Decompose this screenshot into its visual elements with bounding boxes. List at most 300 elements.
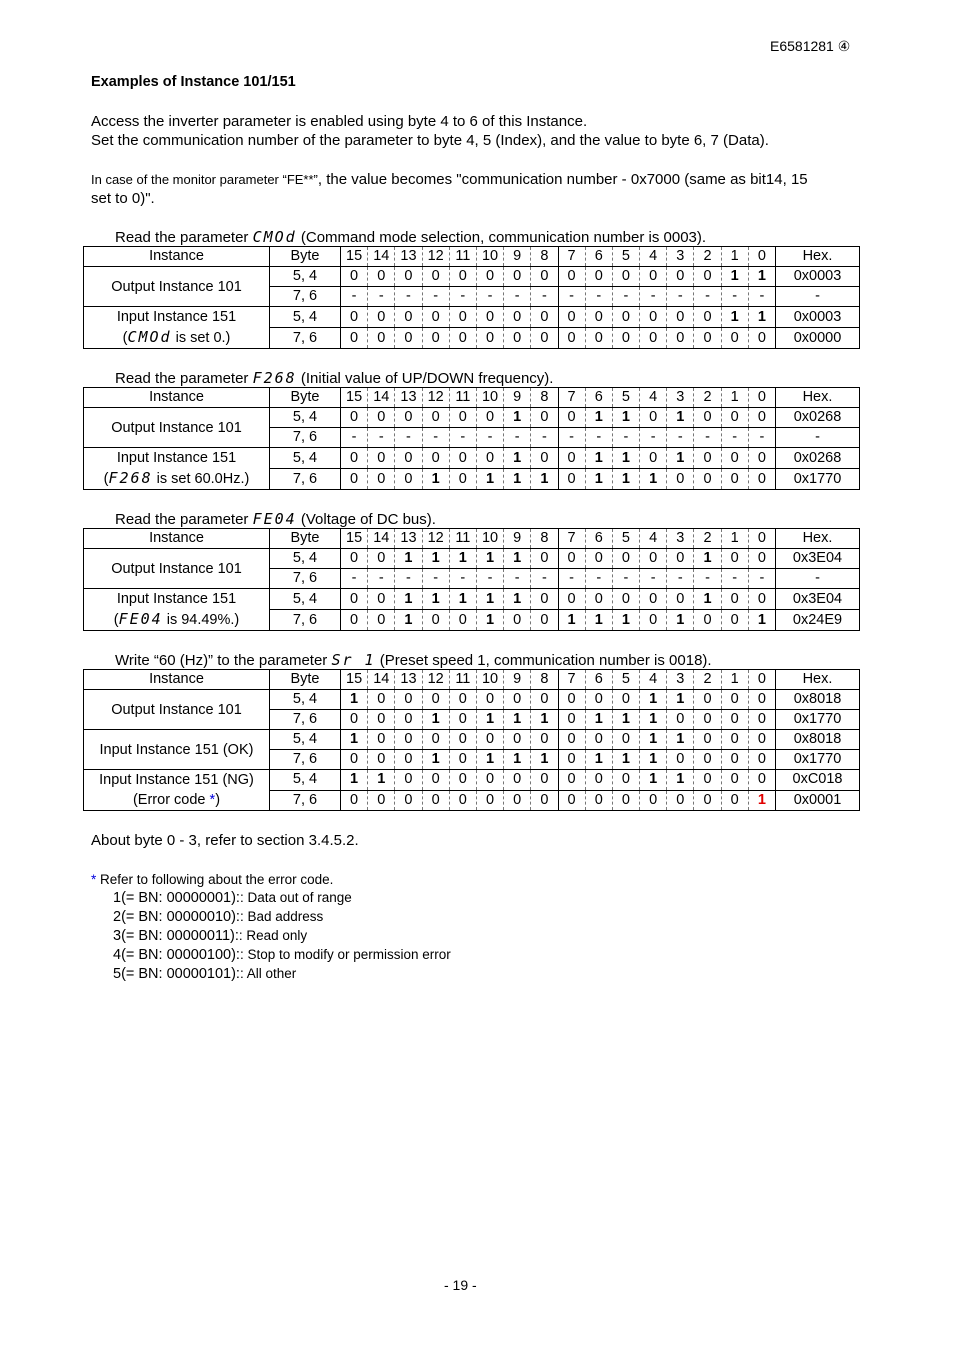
bit-cell-13: 0 bbox=[395, 267, 422, 287]
hex-value: - bbox=[776, 287, 860, 307]
bit-cell-9: 0 bbox=[504, 770, 531, 791]
hex-value: 0x0268 bbox=[776, 408, 860, 428]
bit-cell-2: - bbox=[694, 287, 721, 307]
bit-cell-1: - bbox=[721, 287, 748, 307]
error-code-description: : Read only bbox=[238, 928, 308, 943]
header-bit-11: 11 bbox=[449, 529, 476, 549]
instance-label bbox=[84, 589, 270, 631]
page-number: - 19 - bbox=[444, 1277, 477, 1293]
header-bit-3: 3 bbox=[667, 529, 694, 549]
bit-cell-9: 1 bbox=[504, 469, 531, 490]
bit-cell-10: 1 bbox=[476, 710, 503, 730]
parameter-display: FE04 bbox=[118, 610, 163, 628]
header-bit-8: 8 bbox=[531, 247, 558, 267]
bit-cell-1: 0 bbox=[721, 408, 748, 428]
bit-cell-4: 0 bbox=[640, 549, 667, 569]
header-bit-8: 8 bbox=[531, 670, 558, 690]
bit-cell-8: - bbox=[531, 287, 558, 307]
hex-value: 0xC018 bbox=[776, 770, 860, 791]
header-bit-12: 12 bbox=[422, 388, 449, 408]
bit-cell-11: 0 bbox=[449, 790, 476, 811]
header-bit-2: 2 bbox=[694, 670, 721, 690]
bit-cell-13: - bbox=[395, 287, 422, 307]
bit-cell-12: 1 bbox=[422, 549, 449, 569]
bit-cell-9: - bbox=[504, 287, 531, 307]
header-bit-4: 4 bbox=[640, 670, 667, 690]
bit-cell-5: 0 bbox=[612, 690, 639, 710]
bit-cell-8: 0 bbox=[531, 610, 558, 631]
bit-cell-7: 0 bbox=[558, 448, 585, 469]
bit-cell-10: 0 bbox=[476, 448, 503, 469]
bit-cell-13: 0 bbox=[395, 307, 422, 328]
bit-cell-14: - bbox=[368, 569, 395, 589]
label-text: ( bbox=[113, 612, 119, 628]
header-bit-1: 1 bbox=[721, 670, 748, 690]
instance-label-line: Input Instance 151 bbox=[116, 450, 237, 466]
label-text: ( bbox=[122, 330, 128, 346]
bit-cell-4: 0 bbox=[640, 328, 667, 349]
bit-cell-11: - bbox=[449, 569, 476, 589]
instance-label-line: Output Instance 101 bbox=[111, 701, 242, 718]
monitor-note-line-1 bbox=[91, 171, 808, 188]
caption-suffix: (Preset speed 1, communication number is 0018). bbox=[375, 652, 712, 669]
header-bit-3: 3 bbox=[667, 670, 694, 690]
instance-label-line: Output Instance 101 bbox=[111, 419, 242, 436]
bit-cell-6: 0 bbox=[585, 267, 612, 287]
header-bit-1: 1 bbox=[721, 529, 748, 549]
bit-cell-1: 0 bbox=[721, 589, 748, 610]
bit-cell-0: 0 bbox=[748, 408, 775, 428]
header-bit-13: 13 bbox=[395, 388, 422, 408]
table-row bbox=[84, 408, 860, 428]
bit-cell-0: 0 bbox=[748, 448, 775, 469]
parameter-display: F268 bbox=[252, 369, 297, 387]
bit-cell-3: 0 bbox=[667, 469, 694, 490]
bit-cell-7: 0 bbox=[558, 690, 585, 710]
instance-label bbox=[84, 690, 270, 730]
header-instance: Instance bbox=[84, 529, 270, 549]
bit-cell-8: 1 bbox=[531, 750, 558, 770]
byte-index: 7, 6 bbox=[270, 710, 341, 730]
bit-cell-3: 0 bbox=[667, 328, 694, 349]
header-byte: Byte bbox=[270, 670, 341, 690]
bit-cell-6: 0 bbox=[585, 307, 612, 328]
bit-cell-13: 0 bbox=[395, 328, 422, 349]
header-bit-4: 4 bbox=[640, 388, 667, 408]
bit-cell-15: - bbox=[341, 569, 368, 589]
bit-cell-2: 0 bbox=[694, 690, 721, 710]
table-row bbox=[84, 448, 860, 469]
bit-cell-9: 0 bbox=[504, 790, 531, 811]
parameter-display: FE04 bbox=[252, 510, 297, 528]
bit-cell-15: 0 bbox=[341, 328, 368, 349]
header-bit-15: 15 bbox=[341, 388, 368, 408]
header-bit-0: 0 bbox=[748, 388, 775, 408]
bit-cell-2: 0 bbox=[694, 307, 721, 328]
bit-cell-7: 1 bbox=[558, 610, 585, 631]
bit-cell-14: 0 bbox=[368, 690, 395, 710]
byte-index: 7, 6 bbox=[270, 328, 341, 349]
error-code-item bbox=[113, 947, 451, 963]
bit-cell-6: - bbox=[585, 569, 612, 589]
bit-cell-3: 0 bbox=[667, 710, 694, 730]
bit-cell-10: 0 bbox=[476, 790, 503, 811]
bit-cell-5: 1 bbox=[612, 750, 639, 770]
parameter-display: F268 bbox=[108, 469, 153, 487]
table-caption bbox=[115, 510, 436, 528]
bit-cell-12: 0 bbox=[422, 790, 449, 811]
bit-cell-4: - bbox=[640, 287, 667, 307]
bit-cell-12: 0 bbox=[422, 328, 449, 349]
bit-cell-2: 0 bbox=[694, 730, 721, 750]
bit-cell-14: 0 bbox=[368, 307, 395, 328]
error-code-description: : All other bbox=[239, 966, 297, 981]
instance-label bbox=[84, 267, 270, 307]
header-instance: Instance bbox=[84, 388, 270, 408]
bit-cell-0: - bbox=[748, 428, 775, 448]
byte-index: 7, 6 bbox=[270, 287, 341, 307]
bit-cell-13: 1 bbox=[395, 610, 422, 631]
bit-cell-11: 0 bbox=[449, 448, 476, 469]
error-code-description: : Data out of range bbox=[239, 890, 352, 905]
bit-cell-3: 1 bbox=[667, 770, 694, 791]
error-code-description: : Bad address bbox=[239, 909, 324, 924]
bit-cell-15: 1 bbox=[341, 690, 368, 710]
bit-cell-6: 1 bbox=[585, 448, 612, 469]
header-bit-3: 3 bbox=[667, 388, 694, 408]
bit-cell-14: 0 bbox=[368, 267, 395, 287]
bit-cell-3: 1 bbox=[667, 730, 694, 750]
bit-cell-14: 0 bbox=[368, 710, 395, 730]
bit-cell-12: 1 bbox=[422, 710, 449, 730]
bit-cell-1: 0 bbox=[721, 710, 748, 730]
bit-cell-2: 0 bbox=[694, 448, 721, 469]
bit-cell-11: 0 bbox=[449, 690, 476, 710]
instance-label bbox=[84, 730, 270, 770]
header-bit-6: 6 bbox=[585, 670, 612, 690]
bit-cell-3: 0 bbox=[667, 750, 694, 770]
bit-cell-11: 0 bbox=[449, 710, 476, 730]
hex-value: 0x0268 bbox=[776, 448, 860, 469]
header-bit-4: 4 bbox=[640, 529, 667, 549]
hex-value: 0x3E04 bbox=[776, 549, 860, 569]
hex-value: 0x8018 bbox=[776, 730, 860, 750]
header-bit-2: 2 bbox=[694, 247, 721, 267]
bit-cell-2: 1 bbox=[694, 589, 721, 610]
header-bit-2: 2 bbox=[694, 388, 721, 408]
section-heading: Examples of Instance 101/151 bbox=[91, 74, 296, 90]
bit-cell-10: 1 bbox=[476, 549, 503, 569]
bit-cell-15: 1 bbox=[341, 770, 368, 791]
byte-index: 5, 4 bbox=[270, 267, 341, 287]
instance-label bbox=[84, 770, 270, 811]
bit-cell-9: 1 bbox=[504, 549, 531, 569]
bit-cell-6: 1 bbox=[585, 710, 612, 730]
bit-cell-6: 0 bbox=[585, 790, 612, 811]
header-bit-0: 0 bbox=[748, 529, 775, 549]
bit-cell-13: 0 bbox=[395, 448, 422, 469]
bit-cell-0: 0 bbox=[748, 750, 775, 770]
bit-cell-1: 0 bbox=[721, 610, 748, 631]
bit-cell-15: 0 bbox=[341, 610, 368, 631]
bit-cell-14: - bbox=[368, 287, 395, 307]
byte-index: 7, 6 bbox=[270, 790, 341, 811]
bit-cell-4: 0 bbox=[640, 448, 667, 469]
header-bit-14: 14 bbox=[368, 388, 395, 408]
bit-cell-11: 0 bbox=[449, 770, 476, 791]
bit-cell-8: 0 bbox=[531, 589, 558, 610]
bit-cell-9: 0 bbox=[504, 610, 531, 631]
bit-cell-10: 1 bbox=[476, 469, 503, 490]
bit-cell-5: 1 bbox=[612, 610, 639, 631]
bit-cell-14: 1 bbox=[368, 770, 395, 791]
bit-cell-14: 0 bbox=[368, 448, 395, 469]
asterisk: * bbox=[209, 792, 216, 808]
byte-index: 5, 4 bbox=[270, 307, 341, 328]
caption-prefix: Read the parameter bbox=[115, 370, 253, 387]
bit-cell-3: 0 bbox=[667, 307, 694, 328]
bit-cell-2: 0 bbox=[694, 750, 721, 770]
byte-index: 5, 4 bbox=[270, 408, 341, 428]
header-bit-12: 12 bbox=[422, 247, 449, 267]
bit-cell-12: 0 bbox=[422, 730, 449, 750]
bit-cell-10: 0 bbox=[476, 267, 503, 287]
bit-cell-0: 0 bbox=[748, 730, 775, 750]
instance-label-line: Output Instance 101 bbox=[111, 560, 242, 577]
register-table bbox=[83, 246, 860, 349]
header-bit-15: 15 bbox=[341, 247, 368, 267]
bit-cell-14: 0 bbox=[368, 408, 395, 428]
header-bit-7: 7 bbox=[558, 388, 585, 408]
byte-index: 7, 6 bbox=[270, 469, 341, 490]
bit-cell-11: 0 bbox=[449, 730, 476, 750]
header-bit-10: 10 bbox=[476, 388, 503, 408]
bit-cell-13: 0 bbox=[395, 730, 422, 750]
label-text: is set 60.0Hz.) bbox=[152, 471, 250, 487]
bit-cell-8: 0 bbox=[531, 448, 558, 469]
bit-cell-12: - bbox=[422, 287, 449, 307]
bit-cell-4: 0 bbox=[640, 589, 667, 610]
header-bit-7: 7 bbox=[558, 247, 585, 267]
bit-cell-15: 0 bbox=[341, 469, 368, 490]
bit-cell-12: 1 bbox=[422, 469, 449, 490]
label-text: is 94.49%.) bbox=[162, 612, 240, 628]
bit-cell-5: 0 bbox=[612, 790, 639, 811]
table-caption bbox=[115, 369, 553, 387]
error-code-number: 3(= BN: 00000011): bbox=[113, 928, 239, 944]
bit-cell-15: 0 bbox=[341, 710, 368, 730]
bit-cell-9: 1 bbox=[504, 448, 531, 469]
bit-cell-15: 0 bbox=[341, 589, 368, 610]
header-bit-4: 4 bbox=[640, 247, 667, 267]
error-code-number: 1(= BN: 00000001): bbox=[113, 890, 240, 906]
header-hex: Hex. bbox=[776, 529, 860, 549]
bit-cell-5: - bbox=[612, 287, 639, 307]
bit-cell-6: - bbox=[585, 428, 612, 448]
error-code-number: 2(= BN: 00000010): bbox=[113, 909, 240, 925]
header-bit-6: 6 bbox=[585, 529, 612, 549]
bit-cell-6: 1 bbox=[585, 750, 612, 770]
bit-cell-4: 1 bbox=[640, 750, 667, 770]
bit-cell-2: - bbox=[694, 569, 721, 589]
hex-value: 0x24E9 bbox=[776, 610, 860, 631]
header-bit-14: 14 bbox=[368, 670, 395, 690]
bit-cell-12: 0 bbox=[422, 610, 449, 631]
hex-value: 0x3E04 bbox=[776, 589, 860, 610]
bit-cell-1: 0 bbox=[721, 770, 748, 791]
bit-cell-7: 0 bbox=[558, 710, 585, 730]
register-table bbox=[83, 669, 860, 811]
bit-cell-3: 1 bbox=[667, 408, 694, 428]
bit-cell-0: 0 bbox=[748, 589, 775, 610]
bit-cell-5: 1 bbox=[612, 710, 639, 730]
header-bit-13: 13 bbox=[395, 670, 422, 690]
about-bytes-note: About byte 0 - 3, refer to section 3.4.5.2. bbox=[91, 832, 359, 849]
bit-cell-15: 0 bbox=[341, 267, 368, 287]
header-bit-5: 5 bbox=[612, 670, 639, 690]
bit-cell-0: 0 bbox=[748, 469, 775, 490]
bit-cell-10: 1 bbox=[476, 589, 503, 610]
header-bit-10: 10 bbox=[476, 670, 503, 690]
bit-cell-7: - bbox=[558, 569, 585, 589]
bit-cell-5: - bbox=[612, 428, 639, 448]
bit-cell-11: 0 bbox=[449, 267, 476, 287]
label-text: is set 0.) bbox=[171, 330, 231, 346]
bit-cell-9: 0 bbox=[504, 690, 531, 710]
bit-cell-13: 0 bbox=[395, 408, 422, 428]
table-header-row bbox=[84, 247, 860, 267]
table-caption bbox=[115, 651, 712, 669]
hex-value: 0x0003 bbox=[776, 307, 860, 328]
bit-cell-2: 0 bbox=[694, 710, 721, 730]
bit-cell-11: - bbox=[449, 287, 476, 307]
bit-cell-13: 0 bbox=[395, 750, 422, 770]
bit-cell-5: 0 bbox=[612, 770, 639, 791]
instance-label bbox=[84, 307, 270, 349]
bit-cell-7: 0 bbox=[558, 307, 585, 328]
bit-cell-15: 0 bbox=[341, 750, 368, 770]
bit-cell-7: - bbox=[558, 287, 585, 307]
bit-cell-3: - bbox=[667, 287, 694, 307]
bit-cell-15: 0 bbox=[341, 790, 368, 811]
bit-cell-10: 1 bbox=[476, 750, 503, 770]
header-bit-7: 7 bbox=[558, 670, 585, 690]
bit-cell-7: 0 bbox=[558, 750, 585, 770]
table-row bbox=[84, 730, 860, 750]
header-hex: Hex. bbox=[776, 670, 860, 690]
bit-cell-10: 0 bbox=[476, 690, 503, 710]
bit-cell-12: 0 bbox=[422, 690, 449, 710]
bit-cell-6: 0 bbox=[585, 549, 612, 569]
bit-cell-15: 0 bbox=[341, 408, 368, 428]
intro-line-2: Set the communication number of the parameter to byte 4, 5 (Index), and the value to byte 6, 7 (Data). bbox=[91, 132, 769, 149]
bit-cell-6: 1 bbox=[585, 408, 612, 428]
intro-line-1: Access the inverter parameter is enabled using byte 4 to 6 of this Instance. bbox=[91, 113, 588, 130]
header-bit-10: 10 bbox=[476, 529, 503, 549]
bit-cell-5: - bbox=[612, 569, 639, 589]
document-id: E6581281 ④ bbox=[770, 38, 851, 54]
bit-cell-0: 0 bbox=[748, 549, 775, 569]
bit-cell-0: 0 bbox=[748, 328, 775, 349]
bit-cell-2: 0 bbox=[694, 469, 721, 490]
bit-cell-2: 0 bbox=[694, 267, 721, 287]
bit-cell-13: - bbox=[395, 569, 422, 589]
bit-cell-8: 0 bbox=[531, 328, 558, 349]
table-row bbox=[84, 307, 860, 328]
bit-cell-3: 0 bbox=[667, 549, 694, 569]
header-bit-7: 7 bbox=[558, 529, 585, 549]
bit-cell-4: 1 bbox=[640, 730, 667, 750]
bit-cell-14: 0 bbox=[368, 730, 395, 750]
error-code-item bbox=[113, 928, 307, 944]
bit-cell-5: 1 bbox=[612, 408, 639, 428]
bit-cell-12: 0 bbox=[422, 408, 449, 428]
bit-cell-7: 0 bbox=[558, 408, 585, 428]
hex-value: 0x0003 bbox=[776, 267, 860, 287]
error-code-number: 5(= BN: 00000101): bbox=[113, 966, 240, 982]
instance-label-line bbox=[84, 327, 269, 348]
bit-cell-12: 0 bbox=[422, 307, 449, 328]
bit-cell-14: 0 bbox=[368, 549, 395, 569]
bit-cell-8: 0 bbox=[531, 549, 558, 569]
label-text: (Error code bbox=[132, 792, 210, 808]
byte-index: 5, 4 bbox=[270, 448, 341, 469]
bit-cell-8: 1 bbox=[531, 710, 558, 730]
bit-cell-0: - bbox=[748, 287, 775, 307]
bit-cell-0: - bbox=[748, 569, 775, 589]
bit-cell-1: 0 bbox=[721, 549, 748, 569]
bit-cell-4: 1 bbox=[640, 710, 667, 730]
instance-label bbox=[84, 448, 270, 490]
header-hex: Hex. bbox=[776, 247, 860, 267]
bit-cell-9: 1 bbox=[504, 589, 531, 610]
header-bit-9: 9 bbox=[504, 388, 531, 408]
bit-cell-8: 1 bbox=[531, 469, 558, 490]
bit-cell-8: 0 bbox=[531, 730, 558, 750]
bit-cell-10: - bbox=[476, 428, 503, 448]
bit-cell-9: - bbox=[504, 569, 531, 589]
header-bit-11: 11 bbox=[449, 247, 476, 267]
bit-cell-14: 0 bbox=[368, 328, 395, 349]
bit-cell-8: - bbox=[531, 428, 558, 448]
bit-cell-12: 0 bbox=[422, 267, 449, 287]
bit-cell-3: 0 bbox=[667, 589, 694, 610]
bit-cell-12: - bbox=[422, 428, 449, 448]
bit-cell-4: 0 bbox=[640, 307, 667, 328]
header-bit-2: 2 bbox=[694, 529, 721, 549]
caption-prefix: Write “60 (Hz)” to the parameter bbox=[115, 652, 332, 669]
table-row bbox=[84, 770, 860, 791]
bit-cell-14: 0 bbox=[368, 750, 395, 770]
bit-cell-7: - bbox=[558, 428, 585, 448]
byte-index: 7, 6 bbox=[270, 428, 341, 448]
bit-cell-10: 0 bbox=[476, 770, 503, 791]
header-bit-11: 11 bbox=[449, 388, 476, 408]
bit-cell-9: 1 bbox=[504, 408, 531, 428]
caption-prefix: Read the parameter bbox=[115, 229, 253, 246]
header-bit-14: 14 bbox=[368, 247, 395, 267]
parameter-display: Sr 1 bbox=[331, 651, 376, 669]
bit-cell-1: 1 bbox=[721, 267, 748, 287]
bit-cell-6: 0 bbox=[585, 589, 612, 610]
bit-cell-10: - bbox=[476, 287, 503, 307]
hex-value: 0x1770 bbox=[776, 750, 860, 770]
error-code-note bbox=[91, 872, 333, 887]
instance-label bbox=[84, 408, 270, 448]
bit-cell-14: 0 bbox=[368, 469, 395, 490]
bit-cell-14: - bbox=[368, 428, 395, 448]
bit-cell-11: 0 bbox=[449, 408, 476, 428]
